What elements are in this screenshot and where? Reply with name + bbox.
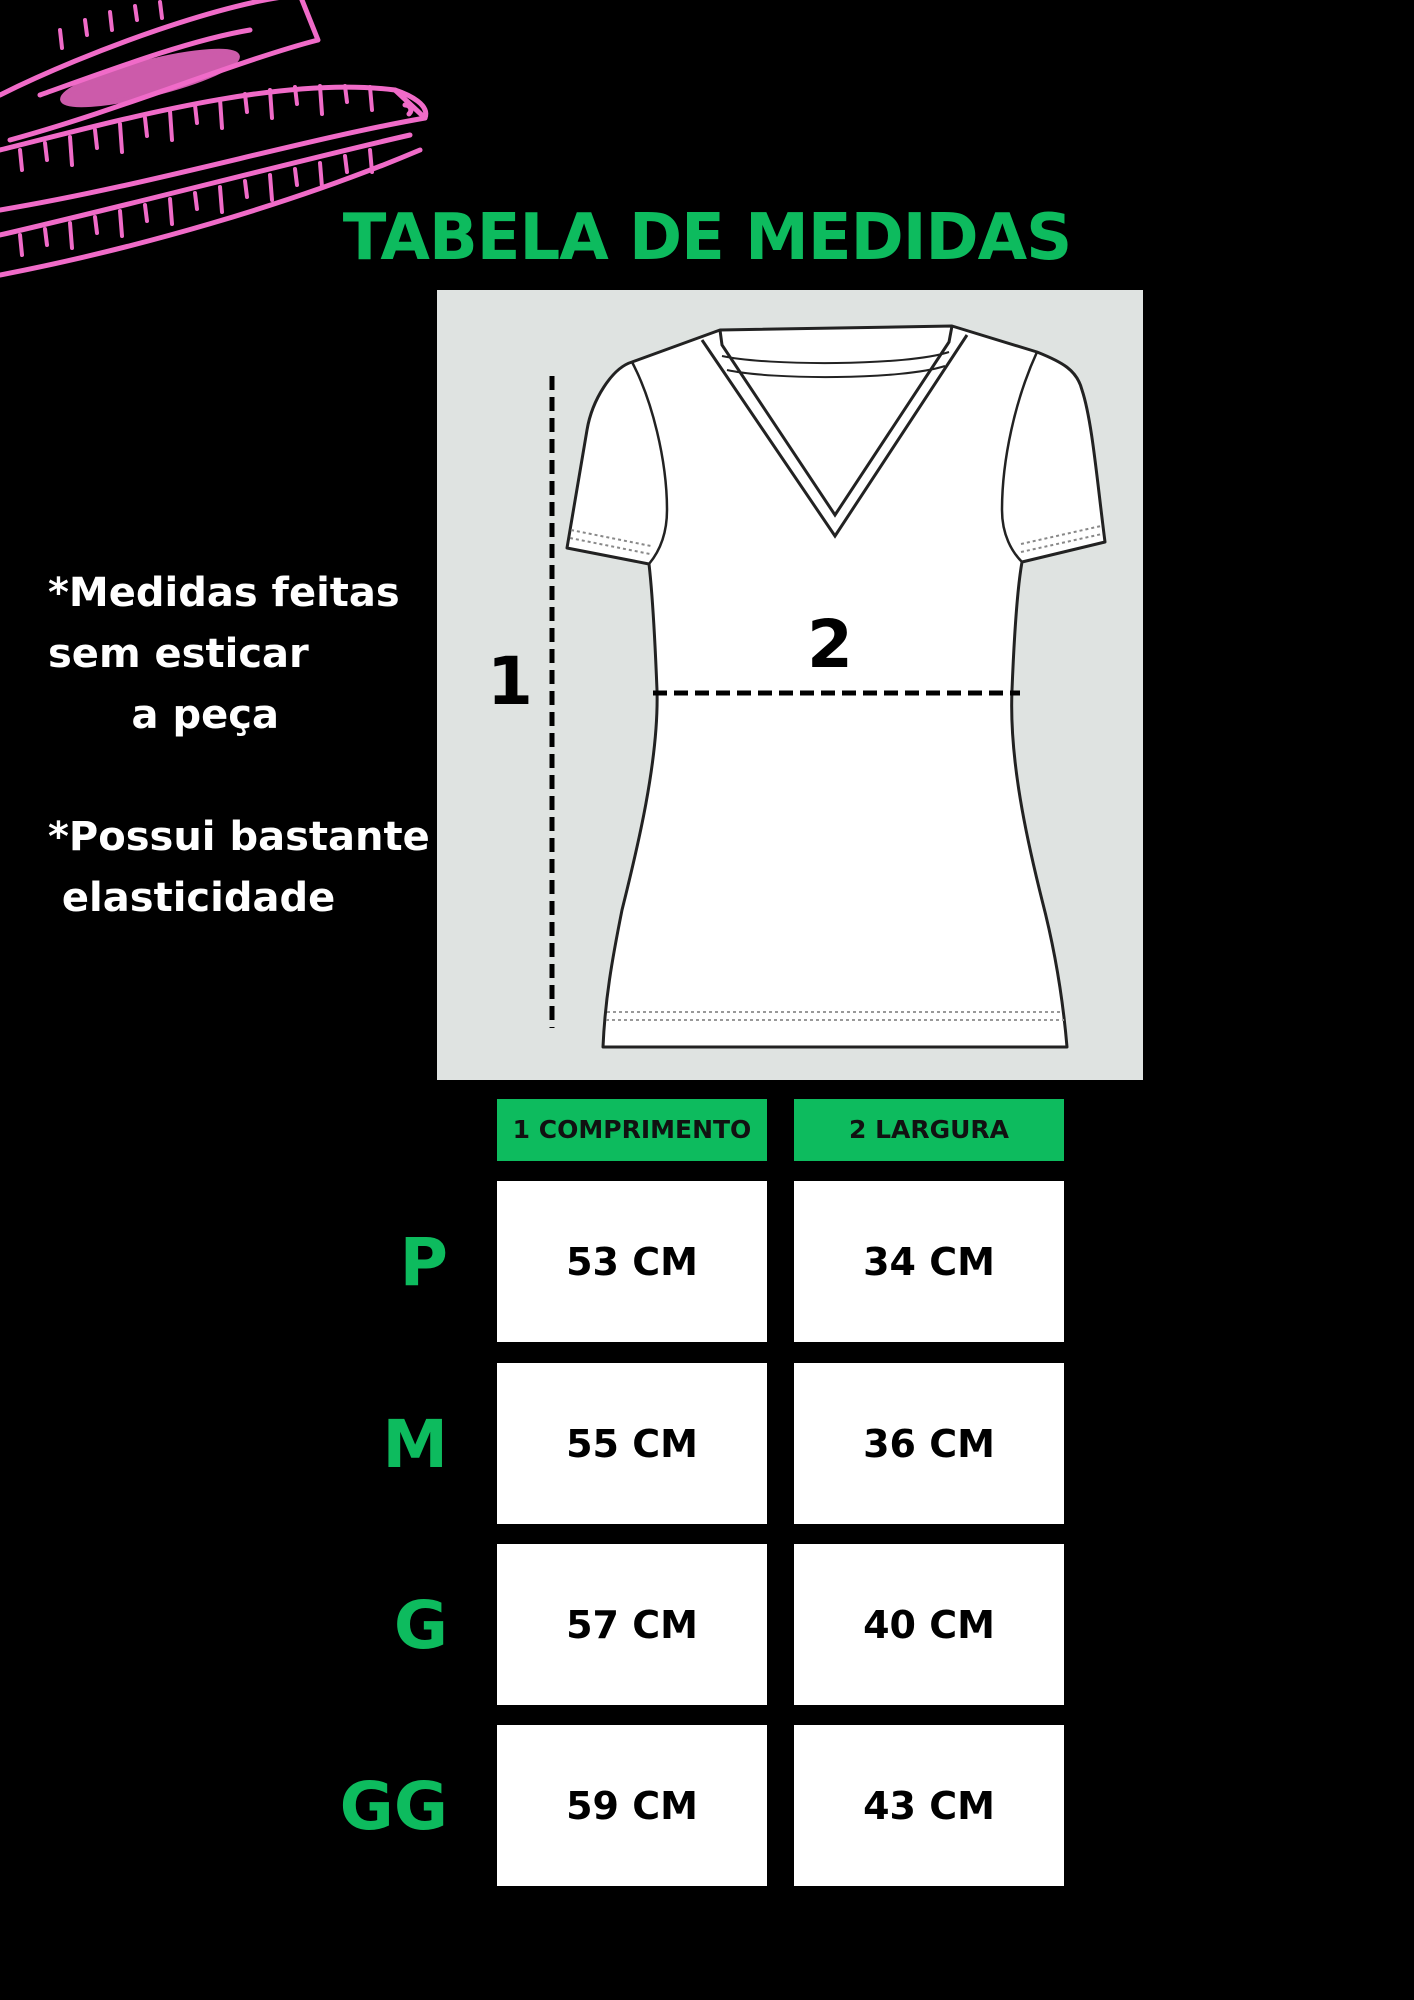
- note-line: *Possui bastante: [48, 814, 430, 860]
- table-cell-largura: 40 CM: [794, 1544, 1064, 1705]
- header-comprimento: 1 COMPRIMENTO: [497, 1099, 767, 1161]
- table-cell-largura: 34 CM: [794, 1181, 1064, 1342]
- note-line: sem esticar: [48, 631, 309, 677]
- note-line: a peça: [48, 692, 279, 738]
- header-largura: 2 LARGURA: [794, 1099, 1064, 1161]
- size-label-g: G: [393, 1587, 448, 1664]
- length-label: 1: [487, 643, 533, 720]
- size-label-p: P: [399, 1224, 448, 1301]
- table-cell-comprimento: 59 CM: [497, 1725, 767, 1886]
- table-cell-comprimento: 55 CM: [497, 1363, 767, 1524]
- tshirt-icon: [437, 290, 1143, 1080]
- page-title: TABELA DE MEDIDAS: [342, 201, 1072, 275]
- note-line: elasticidade: [48, 875, 336, 921]
- size-label-m: M: [382, 1406, 448, 1483]
- note-line: *Medidas feitas: [48, 570, 400, 616]
- measurement-notes: [48, 563, 438, 929]
- width-label: 2: [807, 606, 853, 683]
- table-cell-comprimento: 53 CM: [497, 1181, 767, 1342]
- table-cell-largura: 43 CM: [794, 1725, 1064, 1886]
- table-cell-comprimento: 57 CM: [497, 1544, 767, 1705]
- table-cell-largura: 36 CM: [794, 1363, 1064, 1524]
- size-label-gg: GG: [339, 1768, 448, 1845]
- tshirt-diagram: [437, 290, 1143, 1080]
